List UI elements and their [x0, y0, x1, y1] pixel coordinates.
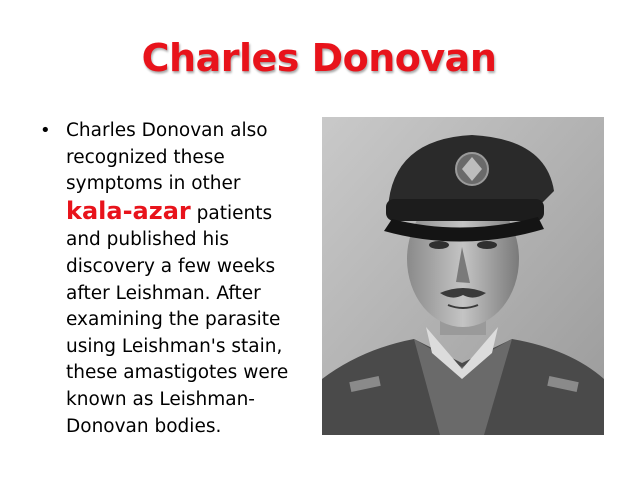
bullet-text-before: Charles Donovan also recognized these symptoms in other — [66, 120, 268, 195]
bullet-marker: • — [40, 120, 51, 141]
highlight-term: kala-azar — [66, 196, 191, 225]
bullet-text — [66, 118, 316, 440]
bullet-text-after: patients and published his discovery a few weeks after Leishman. After examining the parasite using Leishman's stain, these amastigotes were known as Leishman- Donovan bodies. — [66, 202, 289, 437]
slide-title: Charles Donovan — [141, 36, 497, 80]
portrait-illustration — [322, 117, 604, 435]
portrait-photo — [322, 117, 604, 435]
